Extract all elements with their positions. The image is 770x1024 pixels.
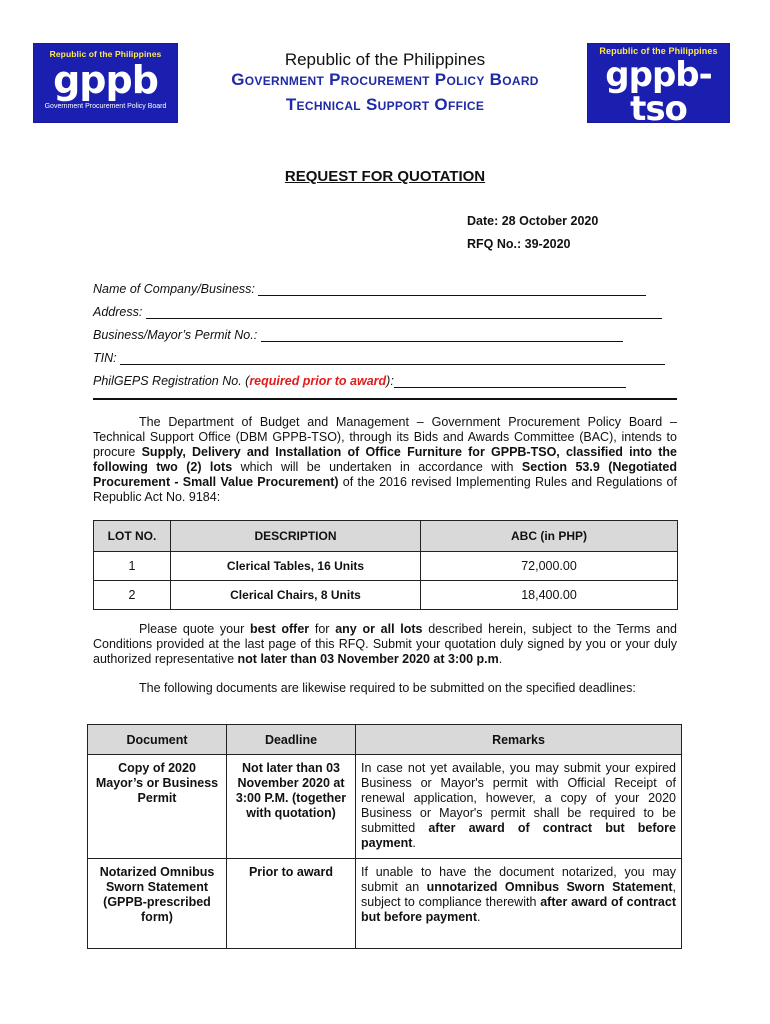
company-name-label: Name of Company/Business: [93,282,259,296]
address-blank [146,306,662,319]
intro-text-2: which will be undertaken in accordance with [232,460,522,474]
section-divider [93,398,677,400]
lot-abc: 72,000.00 [421,552,678,581]
document-remarks [356,859,682,949]
quote-text-3: described herein, subject to the Terms and Conditions provided at the last page of this RFQ. Submit your quotation duly signed by you or your duly authorized representative [93,622,677,666]
company-name-blank [258,283,646,296]
quote-text-2: for [309,622,336,636]
column-header: Deadline [227,725,356,755]
remarks-text-2: . [412,836,416,850]
logo-top-text: Republic of the Philippines [49,49,162,59]
rfq-number: RFQ No.: 39-2020 [467,237,571,251]
philgeps-label: PhilGEPS Registration No. ( [93,374,250,388]
logo-bottom-text-2: Technical Support Office [620,140,697,147]
table-row [94,552,678,581]
header-country: Republic of the Philippines [284,50,486,69]
philgeps-label-end: ): [386,374,394,388]
quote-bold-1: best offer [249,622,310,636]
intro-bold-2: Section 53.9 (Negotiated Procurement - Small Value Procurement) [93,460,677,489]
remarks-bold: after award of contract but before payment [361,821,676,850]
intro-text-3: of the 2016 revised Implementing Rules and Regulations of Republic Act No. 9184: [93,475,677,504]
permit-field [93,328,673,342]
logo-mark: gppb [53,58,158,102]
philgeps-blank [394,375,626,388]
quote-bold-2: any or all lots [335,622,423,636]
lot-description: Clerical Chairs, 8 Units [171,581,421,610]
table-row [88,859,682,949]
document-deadline: Not later than 03 November 2020 at 3:00 P.M. (together with quotation) [227,755,356,859]
document-name: Copy of 2020 Mayor’s or Business Permit [88,755,227,859]
logo-bottom-text: Government Procurement Policy Board [44,103,167,110]
column-header: LOT NO. [94,521,171,552]
company-name-field [93,282,673,296]
intro-bold-1: Supply, Delivery and Installation of Office Furniture for GPPB-TSO, classified into the following two (2) lots [93,445,677,474]
remarks-text-1: If unable to have the document notarized, you may submit an [361,865,676,894]
lots-table [93,520,678,610]
column-header: DESCRIPTION [171,521,421,552]
column-header: Remarks [356,725,682,755]
lot-number: 1 [94,552,171,581]
quote-text-1: Please quote your [139,622,250,636]
documents-table [87,724,682,949]
remarks-bold-1: unnotarized Omnibus Sworn Statement [426,880,673,894]
column-header: ABC (in PHP) [421,521,678,552]
permit-blank [261,329,623,342]
documents-intro-text: The following documents are likewise required to be submitted on the specified deadlines: [139,681,636,695]
quote-bold-3: not later than 03 November 2020 at 3:00 p.m [237,652,499,666]
document-name: Notarized Omnibus Sworn Statement (GPPB-prescribed form) [88,859,227,949]
quote-text-4: . [498,652,503,666]
header-agency: Government Procurement Policy Board [231,70,539,89]
table-header-row [88,725,682,755]
document-remarks [356,755,682,859]
remarks-text-1: In case not yet available, you may submit your expired Business or Mayor's permit with Official Receipt of renewal application, however, a copy of your 2020 Business or Mayor's permit shall be required to be submitted [361,761,676,835]
tin-label: TIN: [93,351,121,365]
remarks-text-2: , subject to compliance therewith [361,880,677,909]
lot-abc: 18,400.00 [421,581,678,610]
logo-mark: gppb-tso [605,55,712,129]
documents-intro [93,681,677,696]
philgeps-field [93,374,673,388]
gppb-logo [33,43,178,123]
document-deadline: Prior to award [227,859,356,949]
table-header-row [94,521,678,552]
philgeps-required-note: required prior to award [249,374,387,388]
quote-paragraph [93,622,677,667]
intro-text-1: The Department of Budget and Management – Government Procurement Policy Board – Technical Support Office (DBM GPPB-TSO), through its Bids and Awards Committee (BAC), intends to procure [93,415,677,459]
remarks-bold-2: after award of contract but before payment [361,895,676,924]
intro-paragraph [93,415,677,505]
permit-label: Business/Mayor’s Permit No.: [93,328,261,342]
address-field [93,305,673,319]
rfq-date: Date: 28 October 2020 [467,214,599,228]
logo-bottom-text-1: Government Procurement Policy Board [597,129,720,136]
remarks-text-3: . [477,910,481,924]
table-row [88,755,682,859]
tin-blank [120,352,665,365]
document-title: REQUEST FOR QUOTATION [284,168,486,185]
tin-field [93,351,673,365]
gppb-tso-logo [587,43,730,147]
logo-top-text: Republic of the Philippines [599,46,718,56]
lot-description: Clerical Tables, 16 Units [171,552,421,581]
lot-number: 2 [94,581,171,610]
address-label: Address: [93,305,146,319]
header-office: Technical Support Office [285,95,485,114]
table-row [94,581,678,610]
column-header: Document [88,725,227,755]
